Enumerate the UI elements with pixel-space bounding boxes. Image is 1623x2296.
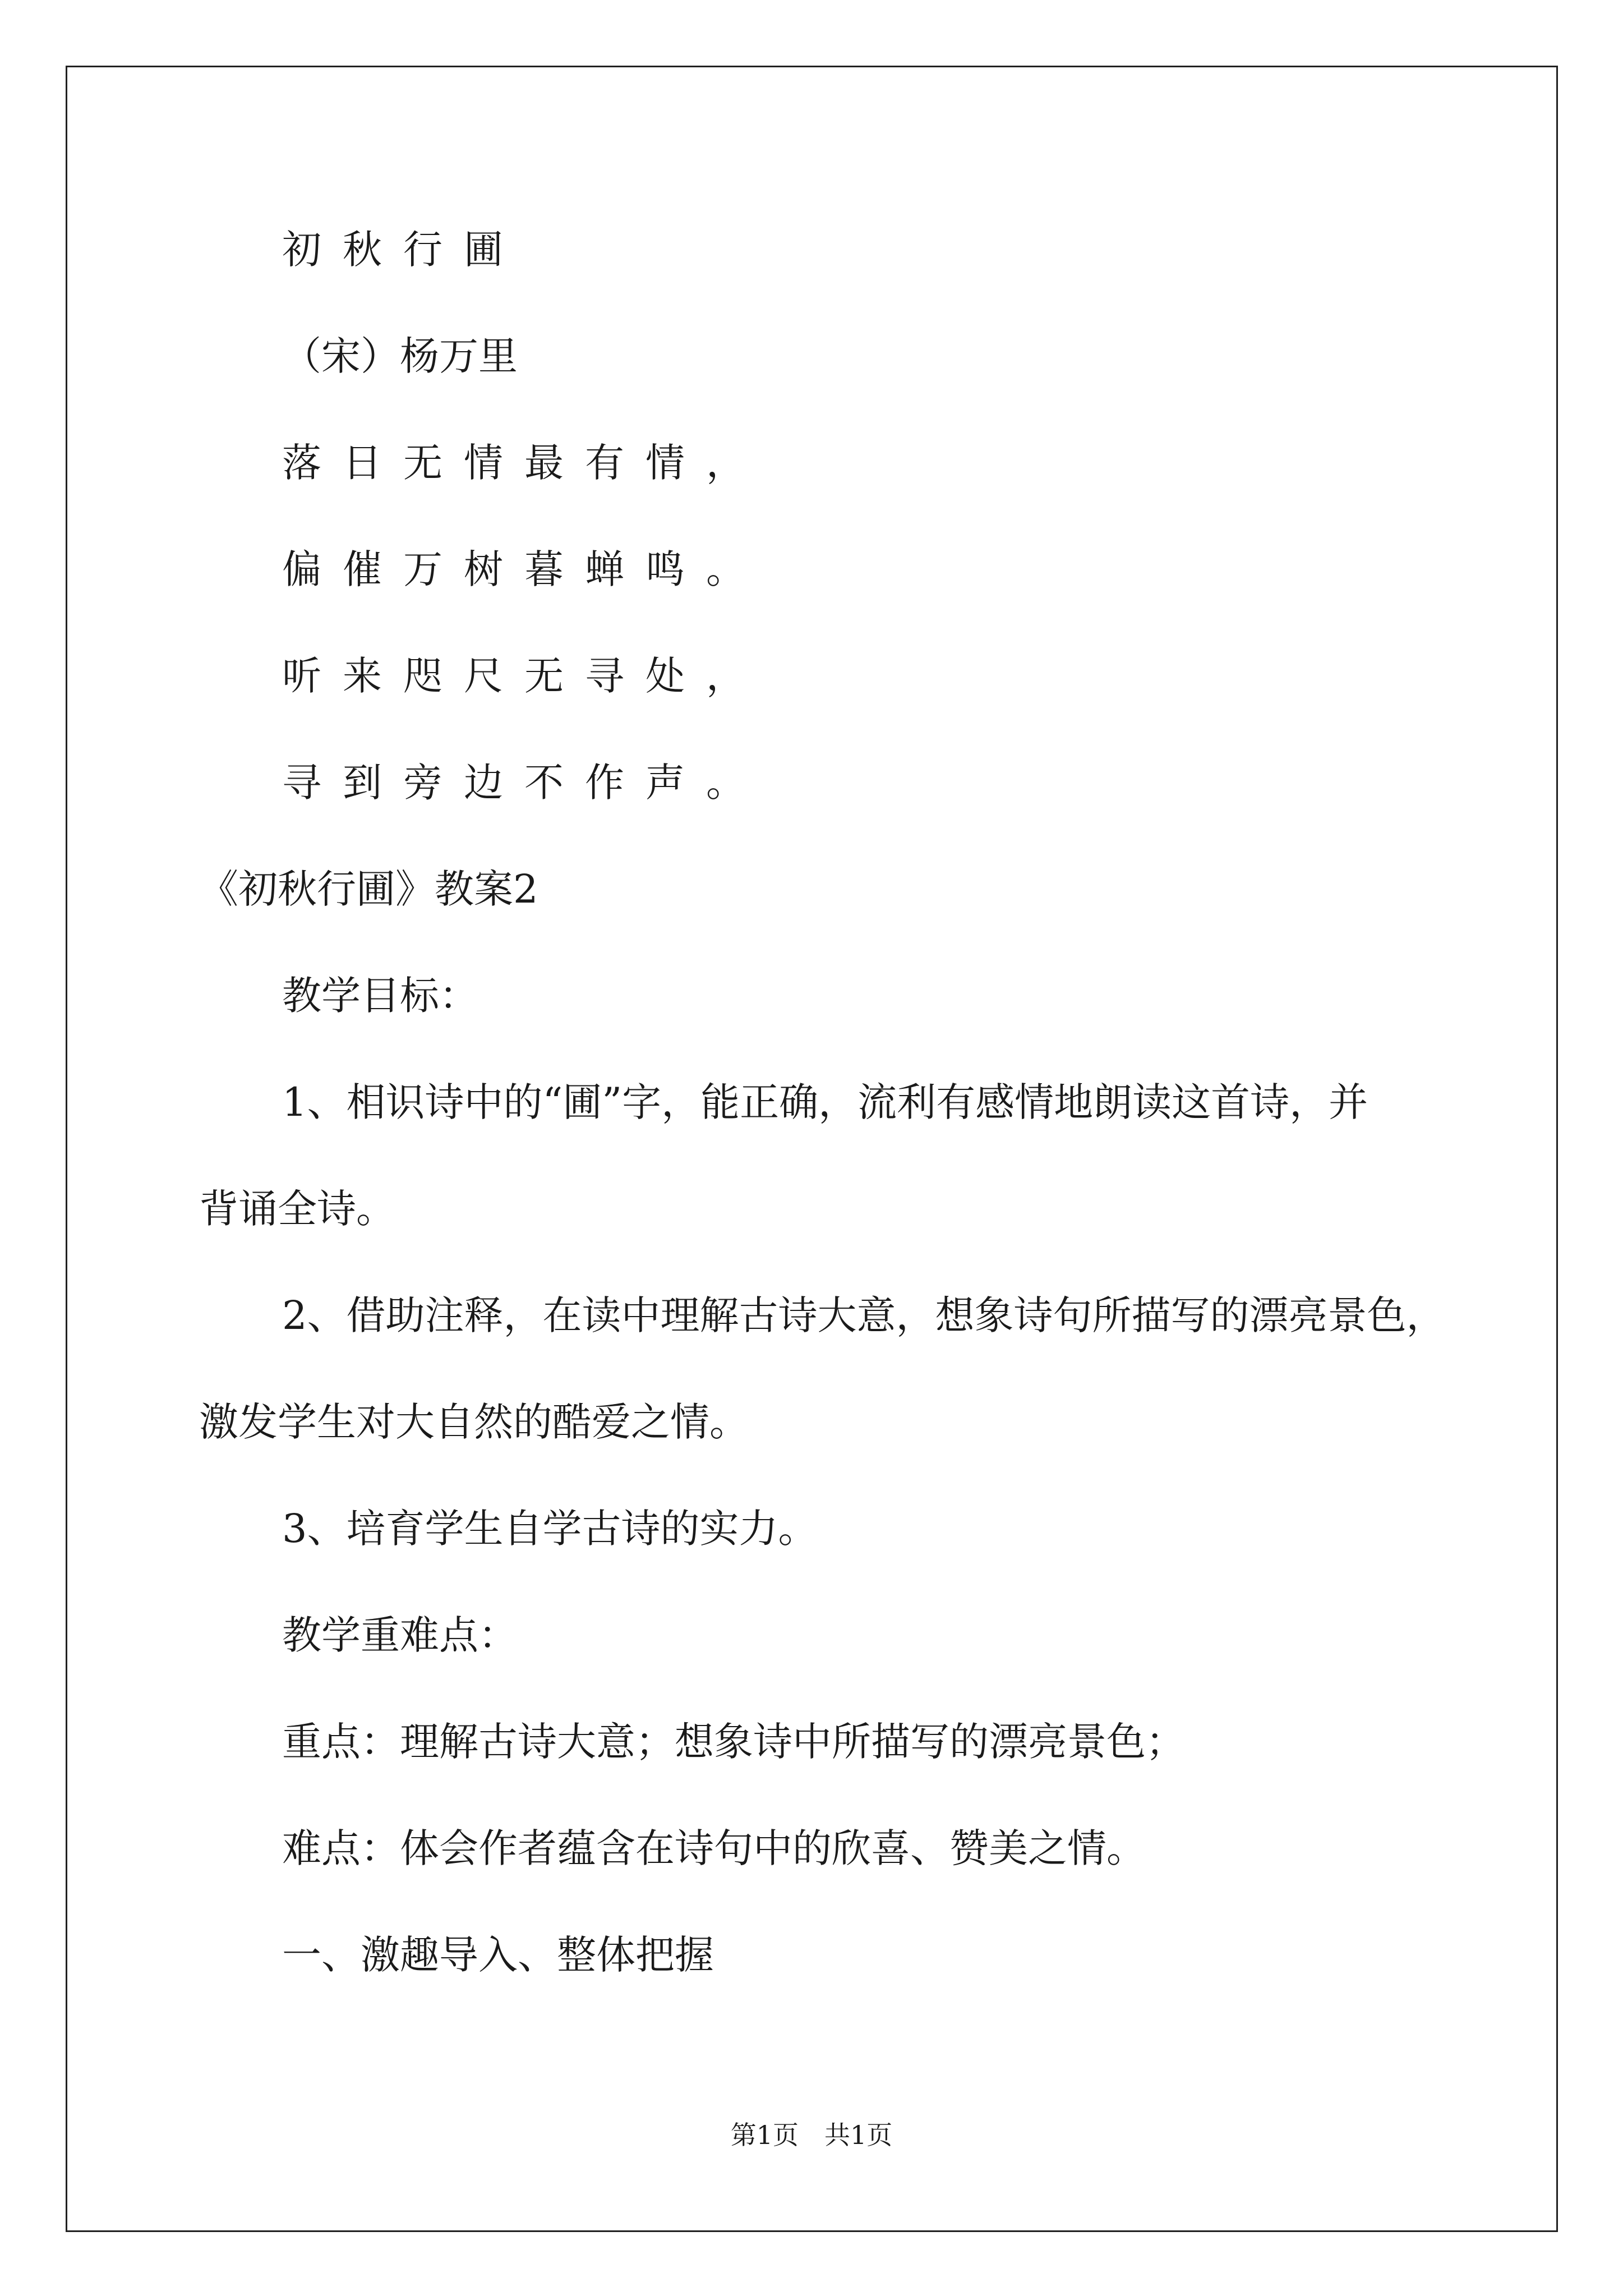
objective-1-line-2: 背诵全诗。 xyxy=(199,1186,395,1232)
poem-line-3: 听来咫尺无寻处， xyxy=(282,653,767,699)
poem-line-4: 寻到旁边不作声。 xyxy=(282,760,767,806)
page-border xyxy=(66,66,1558,2232)
poem-author: （宋）杨万里 xyxy=(282,333,518,379)
difficulty-label: 教学重难点： xyxy=(282,1612,518,1658)
poem-line-2: 偏催万树暮蝉鸣。 xyxy=(282,546,767,592)
poem-line-1: 落日无情最有情， xyxy=(282,440,767,486)
page-footer: 第1页 共1页 xyxy=(730,2120,893,2150)
objectives-label: 教学目标： xyxy=(282,973,478,1019)
objective-2-line-1: 2、借助注释，在读中理解古诗大意，想象诗句所描写的漂亮景色， xyxy=(282,1292,1446,1338)
poem-title: 初秋行圃 xyxy=(282,227,524,273)
lesson-heading: 《初秋行圃》教案2 xyxy=(199,866,538,912)
section-heading-1: 一、激趣导入、整体把握 xyxy=(282,1932,714,1978)
objective-3: 3、培育学生自学古诗的实力。 xyxy=(282,1506,818,1552)
objective-2-line-2: 激发学生对大自然的酷爱之情。 xyxy=(199,1399,749,1445)
key-point: 重点：理解古诗大意；想象诗中所描写的漂亮景色； xyxy=(282,1719,1185,1765)
objective-1-line-1: 1、相识诗中的“圃”字，能正确，流利有感情地朗读这首诗，并 xyxy=(282,1079,1368,1125)
difficult-point: 难点：体会作者蕴含在诗句中的欣喜、赞美之情。 xyxy=(282,1825,1146,1871)
